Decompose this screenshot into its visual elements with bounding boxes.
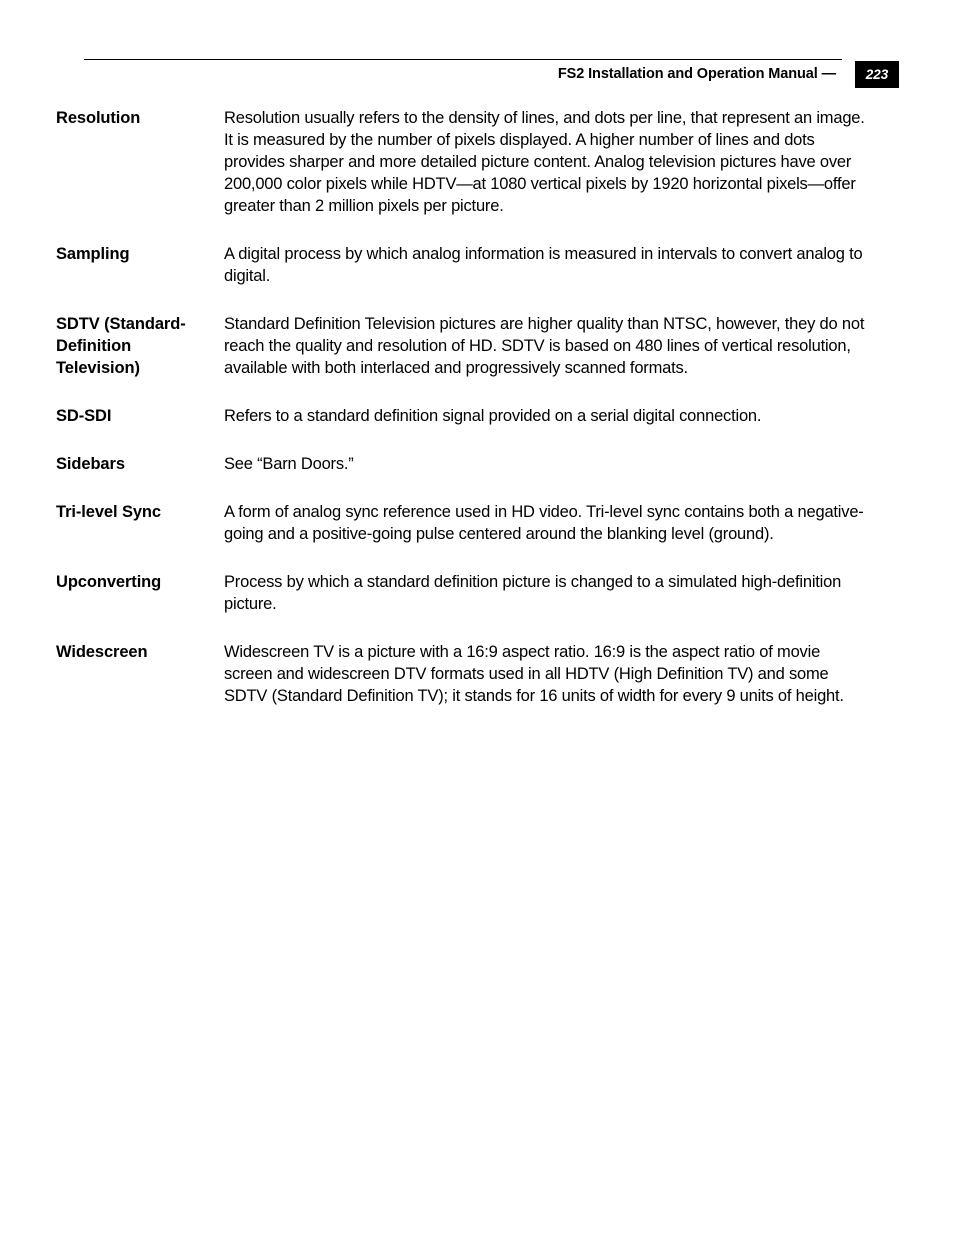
page-number: 223 xyxy=(855,61,899,88)
running-header-title: FS2 Installation and Operation Manual — xyxy=(557,66,836,82)
glossary-entry-resolution xyxy=(56,107,871,217)
glossary-list xyxy=(56,107,871,733)
term-line: Sampling xyxy=(56,245,130,263)
glossary-entry-sd-sdi xyxy=(56,405,871,427)
glossary-term xyxy=(56,571,224,615)
term-line: Sidebars xyxy=(56,455,125,473)
glossary-definition: Resolution usually refers to the density of lines, and dots per line, that represent an image. It is measured by the number of pixels displayed. A higher number of lines and dots provides sharper and more detailed picture content. Analog television pictures have over 200,000 color pixels while HDTV—at 1080 vertical pixels by 1920 horizontal pixels—offer greater than 2 million pixels per picture. xyxy=(224,109,865,215)
glossary-definition: Widescreen TV is a picture with a 16:9 aspect ratio. 16:9 is the aspect ratio of movie screen and widescreen DTV formats used in all HDTV (High Definition TV) and some SDTV (Standard Definition TV); it stands for 16 units of width for every 9 units of height. xyxy=(224,643,844,705)
term-line: Widescreen xyxy=(56,643,148,661)
glossary-definition: Process by which a standard definition picture is changed to a simulated high-definition picture. xyxy=(224,573,842,613)
glossary-definition: Standard Definition Television pictures are higher quality than NTSC, however, they do not reach the quality and resolution of HD. SDTV is based on 480 lines of vertical resolution, available with both interlaced and progressively scanned formats. xyxy=(224,315,865,377)
glossary-definition: Refers to a standard definition signal provided on a serial digital connection. xyxy=(224,407,762,425)
glossary-entry-sidebars xyxy=(56,453,871,475)
glossary-entry-sdtv xyxy=(56,313,871,379)
term-line: Definition xyxy=(56,337,132,355)
glossary-entry-upconverting xyxy=(56,571,871,615)
term-line: Upconverting xyxy=(56,573,162,591)
glossary-definition: A digital process by which analog information is measured in intervals to convert analog to digital. xyxy=(224,245,863,285)
header-rule xyxy=(84,59,842,60)
glossary-definition: See “Barn Doors.” xyxy=(224,455,354,473)
glossary-term xyxy=(56,243,224,287)
glossary-entry-widescreen xyxy=(56,641,871,707)
glossary-term xyxy=(56,641,224,707)
term-line: SD-SDI xyxy=(56,407,112,425)
glossary-entry-sampling xyxy=(56,243,871,287)
term-line: Television) xyxy=(56,359,140,377)
term-line: Tri-level Sync xyxy=(56,503,161,521)
glossary-term xyxy=(56,313,224,379)
term-line: SDTV (Standard- xyxy=(56,315,186,333)
glossary-term xyxy=(56,501,224,545)
term-line: Resolution xyxy=(56,109,141,127)
glossary-entry-tri-level-sync xyxy=(56,501,871,545)
glossary-term xyxy=(56,107,224,217)
glossary-term xyxy=(56,405,224,427)
glossary-term xyxy=(56,453,224,475)
glossary-definition: A form of analog sync reference used in HD video. Tri-level sync contains both a negative-going and a positive-going pulse centered around the blanking level (ground). xyxy=(224,503,864,543)
